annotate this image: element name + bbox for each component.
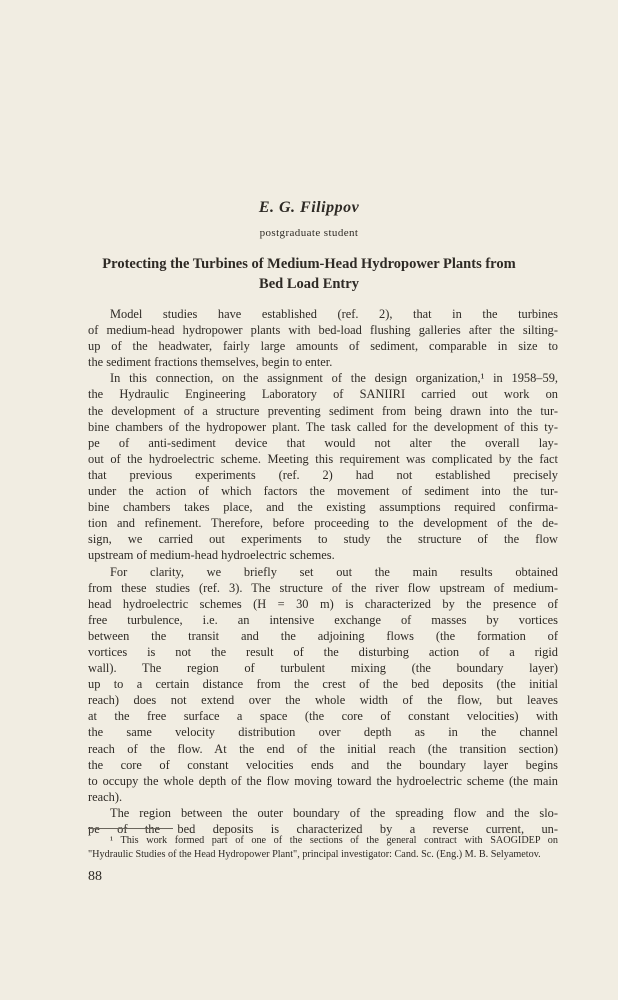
article-title bbox=[70, 254, 548, 294]
body-line: the sediment fractions themselves, begin to enter. bbox=[88, 355, 333, 370]
body-line: up to a certain distance from the crest of the bed deposits (the initial bbox=[88, 677, 558, 692]
body-line: reach) does not extend over the whole width of the flow, but leaves bbox=[88, 693, 558, 708]
body-line: sign, we carried out experiments to study the structure of the flow bbox=[88, 532, 558, 547]
body-line: head hydroelectric schemes (H = 30 m) is characterized by the presence of bbox=[88, 596, 558, 611]
body-line: The region between the outer boundary of the spreading flow and the slo- bbox=[110, 805, 558, 820]
body-line: the core of constant velocities ends and the boundary layer begins bbox=[88, 757, 558, 772]
body-line: For clarity, we briefly set out the main results obtained bbox=[110, 564, 558, 579]
body-line: bine chambers takes place, and the existing assumptions required confirma- bbox=[88, 500, 558, 515]
footnote-line: ¹ This work formed part of one of the sections of the general contract with SAOGIDEP on bbox=[110, 835, 558, 846]
body-line: vortices is not the result of the disturbing action of a rigid bbox=[88, 644, 558, 659]
body-line: the development of a structure preventing sediment from being drawn into the tur- bbox=[88, 403, 558, 418]
body-line: tion and refinement. Therefore, before proceeding to the development of the de- bbox=[88, 516, 558, 531]
body-line: under the action of which factors the movement of sediment into the tur- bbox=[88, 484, 558, 499]
article-body bbox=[88, 306, 558, 837]
body-line: reach). bbox=[88, 789, 123, 804]
body-line: the same velocity distribution over depth as in the channel bbox=[88, 725, 558, 740]
body-line: from these studies (ref. 3). The structure of the river flow upstream of medium- bbox=[88, 580, 558, 595]
body-line: pe of anti-sediment device that would not alter the overall lay- bbox=[88, 435, 558, 450]
body-line: between the transit and the adjoining flows (the formation of bbox=[88, 628, 558, 643]
body-line: at the free surface a space (the core of constant velocities) with bbox=[88, 709, 558, 724]
body-line: up of the headwater, fairly large amounts of sediment, comparable in size to bbox=[88, 339, 558, 354]
body-line: reach of the flow. At the end of the initial reach (the transition section) bbox=[88, 741, 558, 756]
body-line: that previous experiments (ref. 2) had not established precisely bbox=[88, 467, 558, 482]
footnote-divider bbox=[88, 828, 173, 829]
body-line: upstream of medium-head hydroelectric schemes. bbox=[88, 548, 335, 563]
title-line: Bed Load Entry bbox=[259, 276, 359, 292]
body-line: wall). The region of turbulent mixing (the boundary layer) bbox=[88, 661, 558, 676]
body-line: of medium-head hydropower plants with bed-load flushing galleries after the silting- bbox=[88, 323, 558, 338]
author-position: postgraduate student bbox=[259, 227, 359, 239]
footnote-line: "Hydraulic Studies of the Head Hydropower Plant", principal investigator: Cand. Sc. (Eng.) M. B. Selyametov. bbox=[88, 848, 541, 860]
body-line: the Hydraulic Engineering Laboratory of SANIIRI carried out work on bbox=[88, 387, 558, 402]
body-line: out of the hydroelectric scheme. Meeting this requirement was complicated by the fact bbox=[88, 451, 558, 466]
body-line: pe of the bed deposits is characterized by a reverse current, un- bbox=[88, 822, 558, 836]
page-number: 88 bbox=[88, 869, 102, 884]
author-name: E. G. Filippov bbox=[258, 199, 360, 216]
body-line: Model studies have established (ref. 2), that in the turbines bbox=[110, 307, 558, 321]
body-line: free turbulence, i.e. an intensive exchange of masses by vortices bbox=[88, 612, 558, 627]
title-line: Protecting the Turbines of Medium-Head Hydropower Plants from bbox=[102, 256, 516, 272]
body-line: to occupy the whole depth of the flow moving toward the hydroelectric scheme (the main bbox=[88, 773, 558, 788]
footnote bbox=[88, 834, 558, 861]
body-line: bine chambers of the hydropower plant. The task called for the development of this ty- bbox=[88, 419, 558, 434]
body-line: In this connection, on the assignment of the design organization,¹ in 1958–59, bbox=[110, 371, 558, 386]
